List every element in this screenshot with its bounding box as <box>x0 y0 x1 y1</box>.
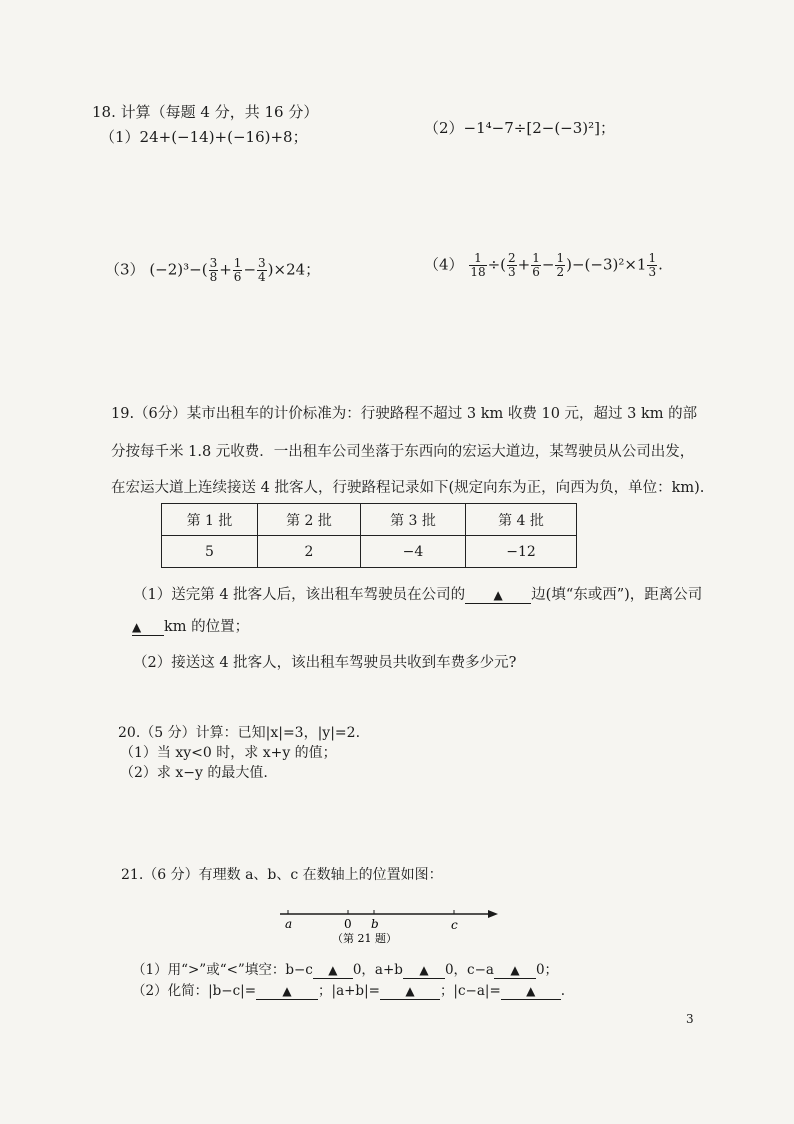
answer-blank-4[interactable] <box>256 983 318 1000</box>
answer-blank-direction[interactable] <box>465 587 531 604</box>
answer-blank-5[interactable] <box>380 983 440 1000</box>
label-zero: 0 <box>344 917 352 931</box>
q19-sub1 <box>133 583 702 604</box>
fraction <box>555 252 565 279</box>
fraction <box>507 252 517 279</box>
triangle-icon: ▲ <box>328 963 338 977</box>
q18-part2-label: （2） <box>424 119 464 137</box>
fraction <box>647 252 657 279</box>
expr-b-minus-c: b−c <box>285 962 313 978</box>
q18-title: 18. 计算（每题 4 分，共 16 分） <box>92 103 319 121</box>
denominator: 6 <box>532 265 540 279</box>
triangle-icon: ▲ <box>405 984 415 998</box>
numerator: 1 <box>469 252 486 266</box>
table-cell: −12 <box>466 536 577 568</box>
numerator: 3 <box>258 256 266 270</box>
q19-sub1-cont <box>132 615 249 636</box>
q18-part3 <box>105 257 320 284</box>
expr-a-plus-b: 0，a+b <box>352 962 403 978</box>
denominator: 3 <box>648 265 657 279</box>
q18-part1-expression: 24+(−14)+(−16)+8； <box>139 128 308 146</box>
table-header-cell: 第 3 批 <box>361 504 466 536</box>
numerator: 2 <box>508 251 516 265</box>
triangle-icon: ▲ <box>282 984 292 998</box>
label-b: b <box>371 917 379 931</box>
q19-line1: 19.（6分）某市出租车的计价标准为：行驶路程不超过 3 km 收费 10 元，超过 3 km 的部 <box>111 406 698 422</box>
numerator: 3 <box>209 256 218 270</box>
q20-line3: （2）求 x−y 的最大值. <box>120 765 268 781</box>
operator: − <box>541 255 555 274</box>
q19-sub1-text-a: （1）送完第 4 批客人后，该出租车驾驶员在公司的 <box>133 587 466 603</box>
denominator: 18 <box>470 265 486 279</box>
q18-part1 <box>100 126 308 147</box>
page-number: 3 <box>686 1012 694 1026</box>
q20-line2: （1）当 xy<0 时，求 x+y 的值； <box>120 745 337 761</box>
answer-blank-6[interactable] <box>501 983 561 1000</box>
q19-sub1-text-b: 边(填“东或西”)，距离公司 <box>531 587 703 603</box>
denominator: 3 <box>508 265 516 279</box>
expr-end: 0； <box>535 962 559 978</box>
numerator: 1 <box>532 251 540 265</box>
figure-caption: （第 21 题） <box>332 932 397 945</box>
numerator: 1 <box>233 256 242 270</box>
q18-part4 <box>424 252 663 279</box>
numerator: 1 <box>648 251 657 265</box>
table-cell: −4 <box>361 536 466 568</box>
answer-blank-3[interactable] <box>494 962 536 979</box>
denominator: 4 <box>258 270 266 284</box>
q19-line3: 在宏运大道上连续接送 4 批客人，行驶路程记录如下(规定向东为正，向西为负，单位：km). <box>111 480 705 496</box>
q18-part2-expression: −1⁴−7÷[2−(−3)²]； <box>463 119 615 137</box>
q20-line1: 20.（5 分）计算：已知|x|=3，|y|=2. <box>118 725 361 741</box>
triangle-icon: ▲ <box>132 620 142 634</box>
expr-c-minus-a: 0，c−a <box>444 962 494 978</box>
q21-sub1-lead: （1）用“>”或“<”填空： <box>132 962 286 978</box>
expr-end: . <box>560 983 566 999</box>
operator: )−(−3)²×1 <box>566 255 647 274</box>
q18-part4-end: . <box>658 255 663 274</box>
expr-abs-c-minus-a: ；|c−a|= <box>439 983 501 999</box>
operator: ÷( <box>487 255 507 274</box>
fraction <box>233 257 243 284</box>
table-row <box>162 536 577 568</box>
trip-record-table <box>161 503 577 568</box>
numerator: 1 <box>556 251 565 265</box>
table-cell: 2 <box>258 536 361 568</box>
expr-abs-a-plus-b: ；|a+b|= <box>318 983 380 999</box>
answer-blank-1[interactable] <box>313 962 353 979</box>
denominator: 8 <box>209 270 218 284</box>
number-line-figure <box>270 902 510 950</box>
operator: + <box>517 255 531 274</box>
table-header-row <box>162 504 577 536</box>
answer-blank-distance[interactable] <box>132 619 164 636</box>
operator: + <box>219 260 232 279</box>
fraction <box>257 257 267 284</box>
q19-sub2: （2）接送这 4 批客人，该出租车驾驶员共收到车费多少元? <box>133 655 517 671</box>
triangle-icon: ▲ <box>493 588 503 602</box>
denominator: 6 <box>233 270 242 284</box>
q18-part3-lead: (−2)³−( <box>149 260 208 279</box>
operator: − <box>243 260 257 279</box>
table-cell: 5 <box>162 536 258 568</box>
label-a: a <box>285 917 293 931</box>
fraction <box>469 252 486 279</box>
q18-part3-label: （3） <box>105 260 145 279</box>
q21-sub2-lead: （2）化简：|b−c|= <box>132 983 257 999</box>
denominator: 2 <box>556 265 565 279</box>
q18-part2 <box>424 117 615 138</box>
triangle-icon: ▲ <box>526 984 536 998</box>
q18-part3-tail: )×24； <box>267 260 321 279</box>
table-header-cell: 第 4 批 <box>466 504 577 536</box>
q19-sub1-text-c: km 的位置； <box>164 619 250 635</box>
arrow-head-icon <box>488 910 498 918</box>
q21-sub1 <box>132 958 558 979</box>
q21-sub2 <box>132 979 565 1000</box>
answer-blank-2[interactable] <box>403 962 445 979</box>
triangle-icon: ▲ <box>419 963 429 977</box>
q18-part1-label: （1） <box>100 128 140 146</box>
q19-line2: 分按每千米 1.8 元收费．一出租车公司坐落于东西向的宏运大道边，某驾驶员从公司出发， <box>111 444 695 460</box>
triangle-icon: ▲ <box>510 963 520 977</box>
label-c: c <box>451 918 458 932</box>
table-header-cell: 第 1 批 <box>162 504 258 536</box>
fraction <box>531 252 541 279</box>
q21-line1: 21.（6 分）有理数 a、b、c 在数轴上的位置如图： <box>121 867 443 883</box>
table-header-cell: 第 2 批 <box>258 504 361 536</box>
q18-part4-label: （4） <box>424 255 464 274</box>
fraction <box>209 257 219 284</box>
